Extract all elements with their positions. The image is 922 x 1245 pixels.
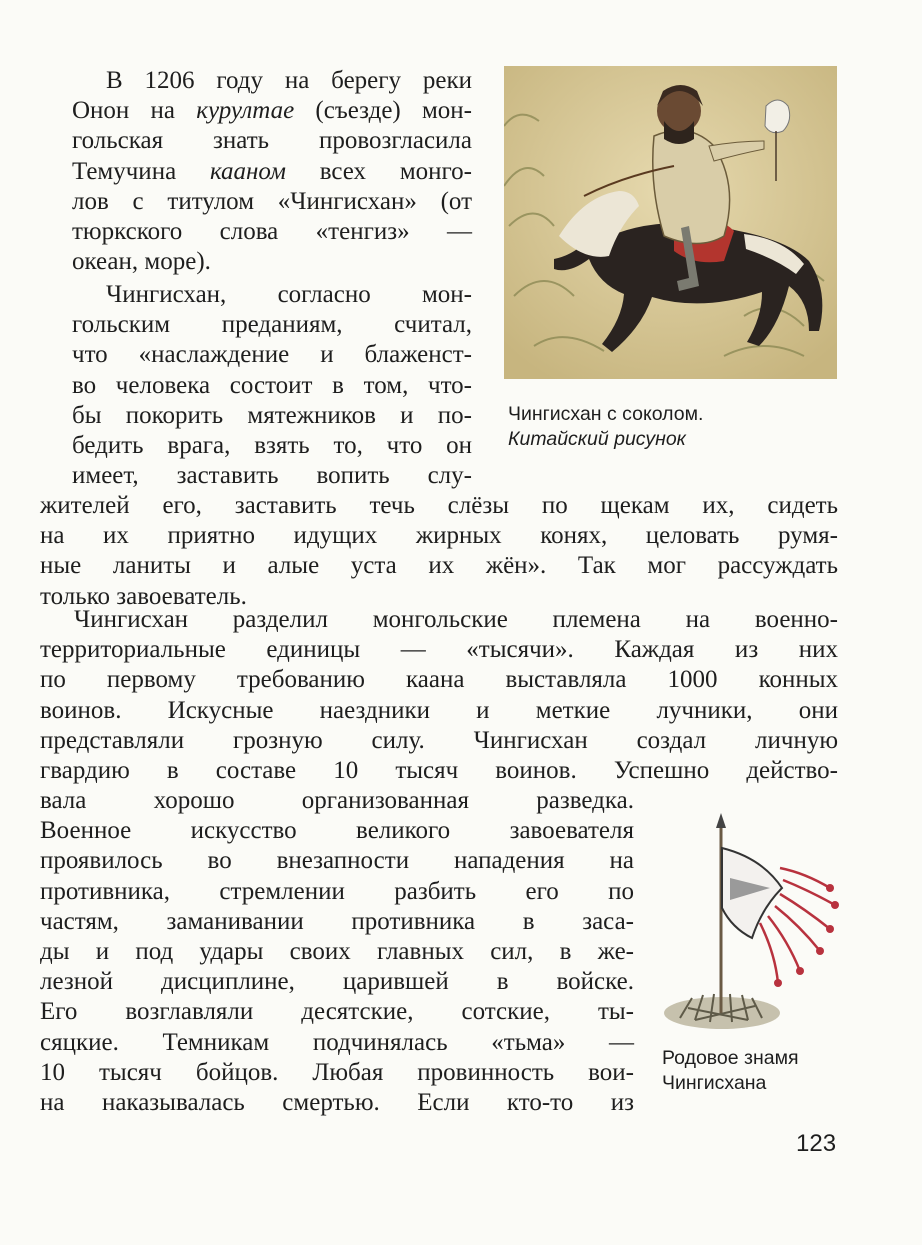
- term-kaan: кааном: [209, 157, 286, 185]
- text-line: бы покорить мятежников и по-: [72, 401, 472, 429]
- text-line: океан, море).: [72, 248, 211, 276]
- text-line: лов с титулом «Чингисхан» (от: [72, 187, 472, 215]
- text-line: Его возглавляли десятские, сотские, ты-: [40, 998, 634, 1026]
- text-line: тюркского слова «тенгиз» —: [72, 218, 472, 246]
- army-paragraph-narrow: [40, 786, 634, 1118]
- text-line: на наказывалась смертью. Если кто-то из: [40, 1089, 634, 1117]
- army-paragraph-full: [40, 605, 838, 786]
- text-line: имеет, заставить вопить слу-: [72, 462, 472, 490]
- text-line: жителей его, заставить течь слёзы по щекам их, сидеть: [40, 492, 838, 519]
- text-line: Онон на курултае (съезде) мон-: [72, 97, 472, 125]
- text-line: противника, стремлении разбить его по: [40, 877, 634, 905]
- text-line: вала хорошо организованная разведка.: [40, 787, 634, 814]
- painting-illustration: [504, 66, 837, 379]
- text-line: 10 тысяч бойцов. Любая провинность вои-: [40, 1058, 634, 1086]
- text-line: по первому требованию каана выставляла 1000 конных: [40, 666, 838, 694]
- text-line: гольская знать провозгласила: [72, 127, 472, 155]
- text-line: В 1206 году на берегу реки: [106, 67, 472, 94]
- page-number: 123: [796, 1130, 837, 1157]
- figure1-caption: [508, 402, 703, 452]
- tribal-banner-icon: [640, 808, 840, 1038]
- text-line: территориальные единицы — «тысячи». Каждая из них: [40, 636, 838, 664]
- figure1-caption-title: Чингисхан с соколом.: [508, 403, 704, 425]
- text-line: Военное искусство великого завоевателя: [40, 817, 634, 845]
- text-line: Темучина кааном всех монго-: [72, 157, 472, 185]
- figure2-caption-line1: Родовое знамя: [662, 1047, 799, 1069]
- text-line: на их приятно идущих жирных конях, целовать румя-: [40, 522, 838, 550]
- figure2-caption-line2: Чингисхана: [662, 1072, 767, 1094]
- text-line: гвардию в составе 10 тысяч воинов. Успешно действо-: [40, 757, 838, 785]
- text-line: что «наслаждение и блаженст-: [72, 341, 472, 369]
- text-line: во человека состоит в том, что-: [72, 371, 472, 399]
- quote-paragraph-narrow: [72, 280, 472, 491]
- text-line: представляли грозную силу. Чингисхан создал личную: [40, 726, 838, 754]
- text-line: частям, заманивании противника в заса-: [40, 907, 634, 935]
- figure2-caption: [662, 1046, 799, 1096]
- text-line: Чингисхан, согласно мон-: [106, 281, 472, 308]
- text-line: гольским преданиям, считал,: [72, 311, 472, 339]
- text-line: воинов. Искусные наездники и меткие лучники, они: [40, 696, 838, 724]
- text-line: ды и под удары своих главных сил, в же-: [40, 938, 634, 966]
- text-line: Чингисхан разделил монгольские племена на военно-: [74, 606, 838, 633]
- text-line: только завоеватель.: [40, 582, 247, 610]
- text-line: бедить врага, взять то, что он: [72, 432, 472, 460]
- genghis-khan-falcon-painting: [504, 66, 837, 379]
- text-line: проявилось во внезапности нападения на: [40, 847, 634, 875]
- quote-paragraph-full: [40, 491, 838, 612]
- text-line: сяцкие. Темникам подчинялась «тьма» —: [40, 1028, 634, 1056]
- figure1-caption-source: Китайский рисунок: [508, 428, 686, 450]
- text-line: ные ланиты и алые уста их жён». Так мог рассуждать: [40, 552, 838, 580]
- term-kurultai: курултае: [196, 97, 295, 125]
- intro-paragraph: [72, 66, 472, 277]
- text-line: лезной дисциплине, царившей в войске.: [40, 968, 634, 996]
